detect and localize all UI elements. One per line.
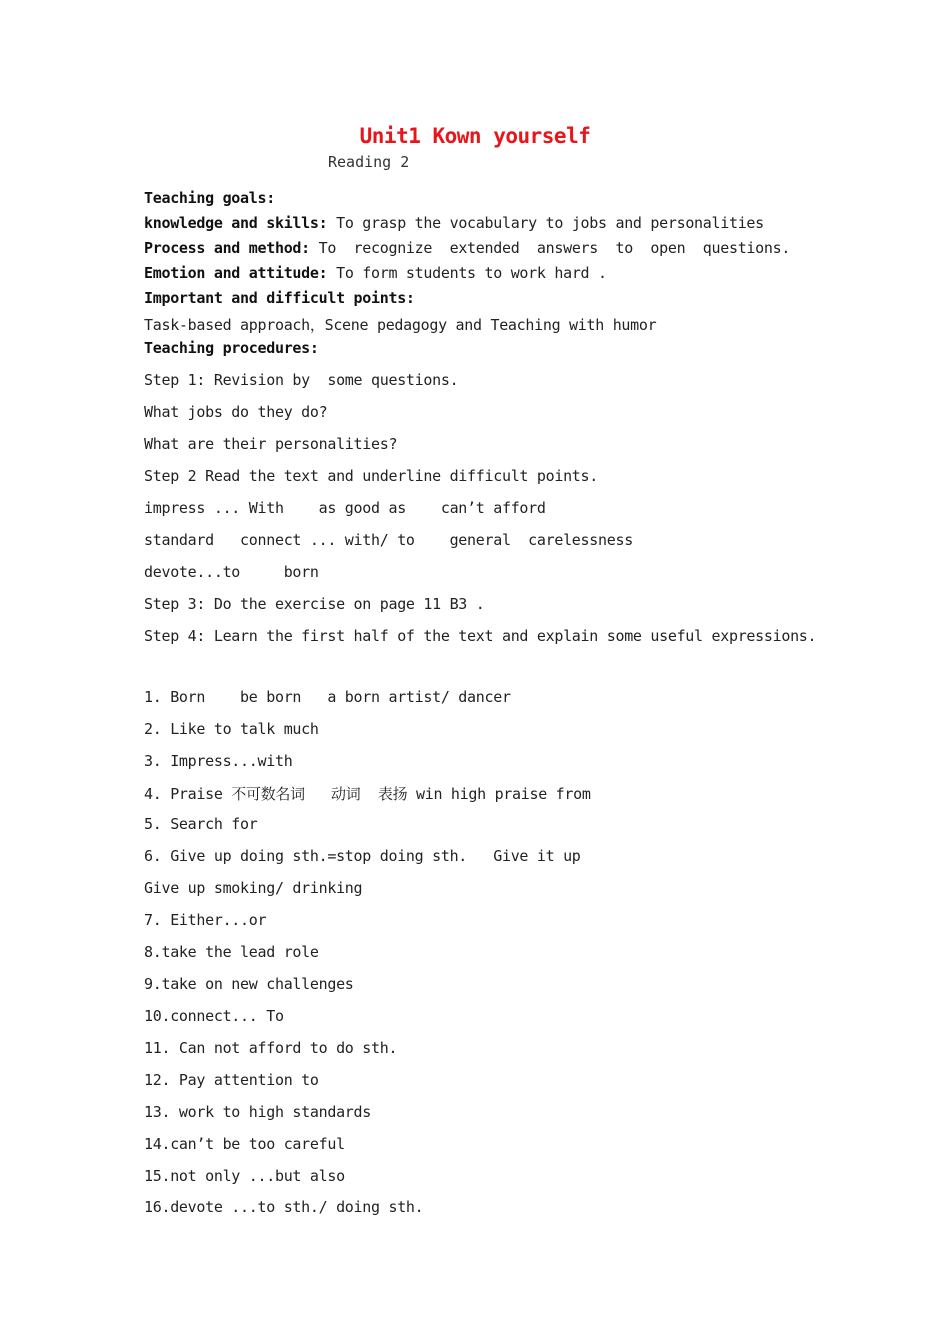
process-line [144, 239, 790, 257]
expression-item: 13. work to high standards [144, 1103, 372, 1121]
expression-item: 3. Impress...with [144, 752, 293, 770]
knowledge-text: To grasp the vocabulary to jobs and personalities [327, 214, 764, 232]
expression-item: 14.can’t be too careful [144, 1135, 345, 1153]
step-line: Step 2 Read the text and underline difficult points. [144, 467, 599, 485]
expression-item: 8.take the lead role [144, 943, 319, 961]
points-text: Task-based approach，Scene pedagogy and Teaching with humor [144, 316, 657, 334]
points-label: Important and difficult points: [144, 289, 415, 307]
step-line: Step 1: Revision by some questions. [144, 371, 459, 389]
goals-heading: Teaching goals: [144, 189, 275, 207]
emotion-line [144, 264, 607, 282]
knowledge-line [144, 214, 764, 232]
expression-item: 7. Either...or [144, 911, 267, 929]
step-line: What jobs do they do? [144, 403, 328, 421]
expression-item: 15.not only ...but also [144, 1167, 345, 1185]
expression-item: 9.take on new challenges [144, 975, 354, 993]
expression-item: 6. Give up doing sth.=stop doing sth. Give it up [144, 847, 581, 865]
step-line: Step 4: Learn the first half of the text and explain some useful expressions. [144, 627, 817, 645]
process-text: To recognize extended answers to open questions. [309, 239, 791, 257]
step-line: devote...to born [144, 563, 319, 581]
expression-item: 4. Praise 不可数名词 动词 表扬 win high praise from [144, 785, 591, 803]
expression-item: Give up smoking/ drinking [144, 879, 363, 897]
process-label: Process and method: [144, 239, 310, 257]
procedures-label: Teaching procedures: [144, 339, 319, 357]
emotion-label: Emotion and attitude: [144, 264, 328, 282]
expression-item: 16.devote ...to sth./ doing sth. [144, 1198, 424, 1216]
expression-item: 2. Like to talk much [144, 720, 319, 738]
expression-item: 12. Pay attention to [144, 1071, 319, 1089]
knowledge-label: knowledge and skills: [144, 214, 328, 232]
step-line: What are their personalities? [144, 435, 398, 453]
expression-item: 1. Born be born a born artist/ dancer [144, 688, 511, 706]
step-line: Step 3: Do the exercise on page 11 B3 . [144, 595, 485, 613]
emotion-text: To form students to work hard . [327, 264, 607, 282]
step-line: impress ... With as good as can’t afford [144, 499, 546, 517]
page-subtitle: Reading 2 [328, 153, 410, 171]
step-line: standard connect ... with/ to general carelessness [144, 531, 633, 549]
expression-item: 10.connect... To [144, 1007, 284, 1025]
expression-item: 5. Search for [144, 815, 258, 833]
expression-item: 11. Can not afford to do sth. [144, 1039, 398, 1057]
page-title: Unit1 Kown yourself [359, 124, 591, 148]
